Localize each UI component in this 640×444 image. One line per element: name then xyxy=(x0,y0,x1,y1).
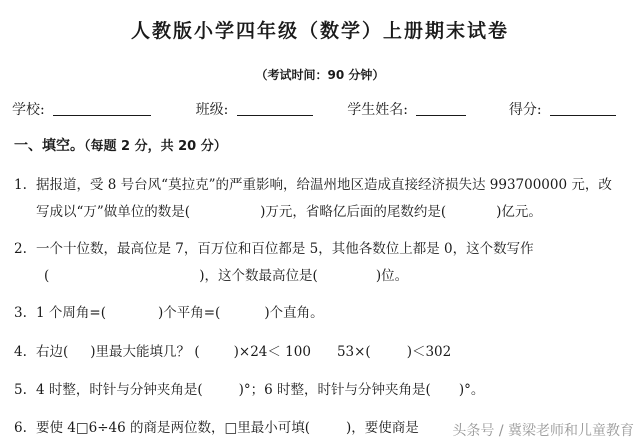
question-text: 1 个周角=( xyxy=(36,305,106,321)
watermark-text: 头条号 / 冀梁老师和儿童教育 xyxy=(452,423,634,439)
score-blank[interactable] xyxy=(550,101,616,116)
exam-duration: （考试时间：90 分钟） xyxy=(255,68,385,82)
question-text: )＜302 xyxy=(406,344,452,360)
question-number: 3. xyxy=(14,305,27,321)
question-number: 6. xyxy=(14,420,27,436)
question-5 xyxy=(14,379,484,401)
question-text: )个平角=( xyxy=(157,305,221,321)
question-text: )×24＜ 100 xyxy=(233,344,311,360)
school-blank[interactable] xyxy=(53,101,151,116)
section-title: 一、填空。 xyxy=(14,138,84,154)
question-text: )亿元。 xyxy=(496,204,542,220)
section-note: （每题 2 分，共 20 分） xyxy=(84,139,227,154)
section-heading xyxy=(14,135,227,155)
question-text: 一个十位数，最高位是 7，百万位和百位都是 5，其他各数位上都是 0，这个数写作 xyxy=(36,241,534,257)
question-number: 2. xyxy=(14,241,27,257)
question-text: )，要使商是 xyxy=(346,420,419,436)
question-1-line-2 xyxy=(36,201,542,223)
question-text: 要使 4□6÷46 的商是两位数，□里最小可填( xyxy=(36,420,311,436)
question-text: )位。 xyxy=(375,268,409,284)
question-2-line-2 xyxy=(44,265,408,287)
score-label: 得分: xyxy=(508,102,542,118)
question-text: )，这个数最高位是( xyxy=(199,268,318,284)
class-blank[interactable] xyxy=(237,101,313,116)
question-text: ( xyxy=(44,268,50,284)
question-text: 53×( xyxy=(336,344,371,360)
question-number: 4. xyxy=(14,344,27,360)
question-6 xyxy=(14,417,419,439)
student-name-blank[interactable] xyxy=(416,101,466,116)
question-number: 5. xyxy=(14,382,27,398)
student-info-row xyxy=(12,99,616,119)
question-number: 1. xyxy=(14,177,27,193)
question-text: 据报道，受 8 号台风“莫拉克”的严重影响，给温州地区造成直接经济损失达 993700000 元，改 xyxy=(36,177,612,193)
question-text: )个直角。 xyxy=(264,305,324,321)
question-text: 4 时整，时针与分钟夹角是( xyxy=(36,382,203,398)
student-name-label: 学生姓名: xyxy=(347,102,408,118)
class-label: 班级: xyxy=(195,102,229,118)
question-text: )°；6 时整，时针与分钟夹角是( xyxy=(238,382,431,398)
question-2 xyxy=(14,238,534,260)
question-text: )°。 xyxy=(458,382,485,398)
question-3 xyxy=(14,302,324,324)
exam-title: 人教版小学四年级（数学）上册期末试卷 xyxy=(130,20,509,42)
question-text: 写成以“万”做单位的数是( xyxy=(36,204,191,220)
question-text: 右边( xyxy=(36,344,69,360)
question-text: )里最大能填几？ ( xyxy=(90,344,200,360)
question-text: )万元，省略亿后面的尾数约是( xyxy=(260,204,447,220)
question-1 xyxy=(14,174,612,196)
question-4 xyxy=(14,341,451,363)
school-label: 学校: xyxy=(12,102,45,118)
